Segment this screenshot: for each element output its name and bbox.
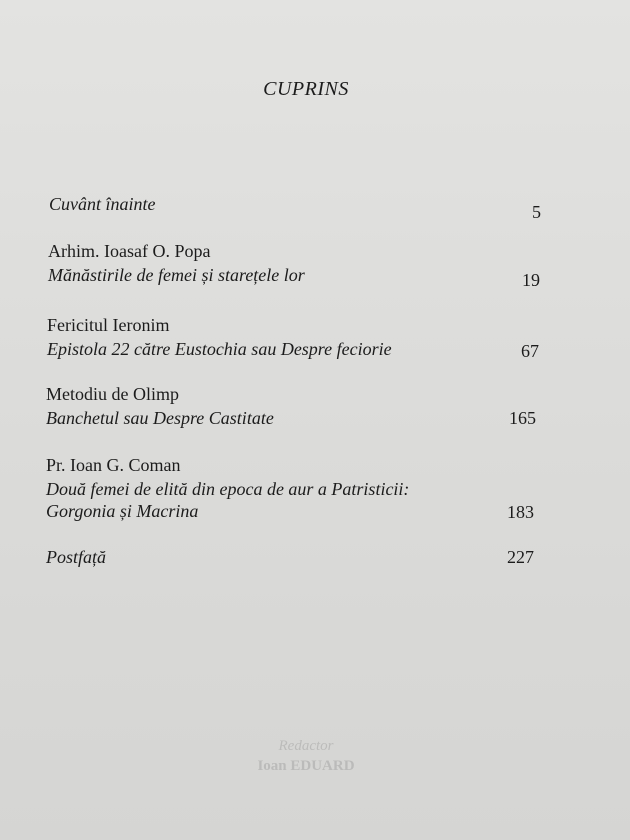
toc-page-number: 19 xyxy=(522,270,540,290)
bleed-through-text: Redactor xyxy=(278,738,334,754)
toc-entry-title: Două femei de elită din epoca de aur a Patristicii: xyxy=(46,479,410,499)
page-title: CUPRINS xyxy=(263,78,349,100)
toc-page-number: 67 xyxy=(521,341,539,361)
toc-entry-title: Banchetul sau Despre Castitate xyxy=(46,408,274,428)
toc-page-number: 227 xyxy=(507,547,534,567)
toc-entry-title: Postfață xyxy=(46,547,107,567)
toc-entry-author: Metodiu de Olimp xyxy=(46,384,179,404)
toc-entry-title: Cuvânt înainte xyxy=(49,194,156,214)
toc-page-number: 165 xyxy=(509,408,536,428)
toc-entry-title: Epistola 22 către Eustochia sau Despre feciorie xyxy=(47,339,392,359)
toc-entry-author: Fericitul Ieronim xyxy=(47,315,170,335)
toc-entry-author: Pr. Ioan G. Coman xyxy=(46,455,181,475)
toc-page-number: 5 xyxy=(532,202,541,222)
toc-entry-title: Gorgonia și Macrina xyxy=(46,501,199,521)
toc-entry-author: Arhim. Ioasaf O. Popa xyxy=(48,241,211,261)
bleed-through-text: Ioan EDUARD xyxy=(257,758,355,774)
toc-entry-title: Mănăstirile de femei și starețele lor xyxy=(48,265,305,285)
toc-page-number: 183 xyxy=(507,502,534,522)
